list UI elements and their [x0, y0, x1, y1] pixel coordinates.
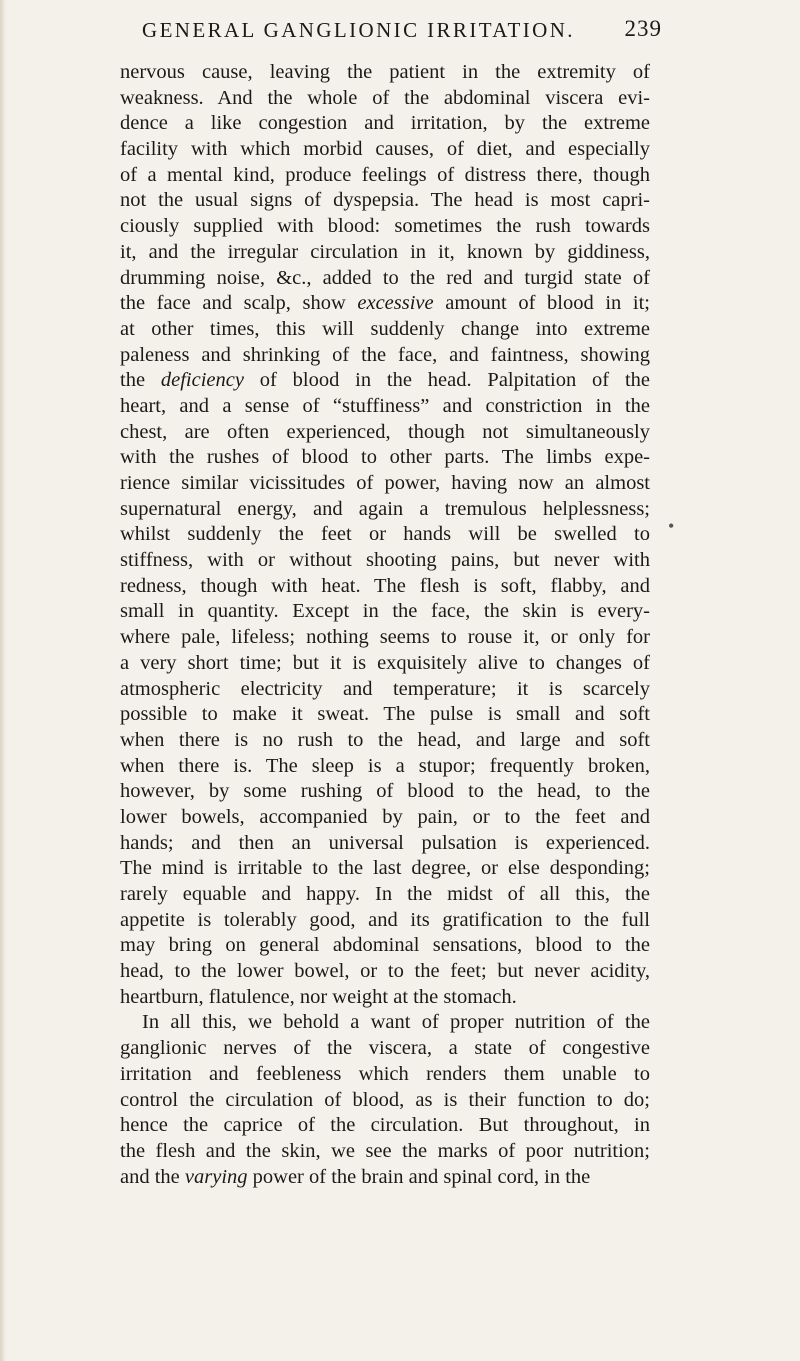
- page-gutter-shadow: [0, 0, 6, 1361]
- text-line: nervous cause, leaving the patient in the extremity of: [120, 61, 650, 83]
- text-line: irritation and feebleness which renders them unable to: [120, 1062, 650, 1085]
- text-line: stiffness, with or without shooting pains, but never with: [120, 549, 650, 572]
- text-line: however, by some rushing of blood to the head, to the: [120, 780, 650, 803]
- text-line: ganglionic nerves of the viscera, a state of congestive: [120, 1037, 650, 1060]
- text-line: chest, are often experienced, though not simultaneously: [120, 420, 650, 443]
- text-line: small in quantity. Except in the face, the skin is every-: [120, 600, 650, 623]
- text-line: lower bowels, accompanied by pain, or to the feet and: [120, 805, 650, 828]
- text-line: atmospheric electricity and temperature; it is scarcely: [120, 677, 650, 700]
- text-line: whilst suddenly the feet or hands will be swelled to: [120, 523, 650, 546]
- text-line: possible to make it sweat. The pulse is small and soft: [120, 703, 650, 726]
- text-line: supernatural energy, and again a tremulous helplessness;: [120, 497, 650, 520]
- text-line: rarely equable and happy. In the midst of all this, the: [120, 883, 650, 905]
- text-line: the face and scalp, show excessive amount of blood in it;: [120, 292, 650, 315]
- text-line: it, and the irregular circulation in it, known by giddiness,: [120, 240, 650, 263]
- text-line: where pale, lifeless; nothing seems to rouse it, or only for: [120, 626, 650, 649]
- text-line: heart, and a sense of “stuffiness” and constriction in the: [120, 394, 650, 417]
- text-line: head, to the lower bowel, or to the feet; but never acidity,: [120, 960, 650, 983]
- text-line: dence a like congestion and irritation, by the extreme: [120, 112, 650, 135]
- text-line: redness, though with heat. The flesh is soft, flabby, and: [120, 574, 650, 597]
- text-line: when there is. The sleep is a stupor; frequently broken,: [120, 754, 650, 777]
- body-text: [120, 60, 650, 1190]
- text-line: facility with which morbid causes, of diet, and especially: [120, 138, 650, 161]
- running-head: [142, 16, 662, 46]
- text-line: with the rushes of blood to other parts. The limbs expe-: [120, 446, 650, 469]
- margin-mark: •: [668, 516, 675, 536]
- text-line: control the circulation of blood, as is their function to do;: [120, 1088, 650, 1111]
- text-line: paleness and shrinking of the face, and faintness, showing: [120, 343, 650, 366]
- text-line: The mind is irritable to the last degree, or else desponding;: [120, 857, 650, 880]
- text-line: may bring on general abdominal sensations, blood to the: [120, 934, 650, 957]
- text-line: the deficiency of blood in the head. Palpitation of the: [120, 369, 650, 392]
- text-line: not the usual signs of dyspepsia. The head is most capri-: [120, 189, 650, 212]
- text-line: In all this, we behold a want of proper nutrition of the: [142, 1011, 650, 1034]
- running-title: GENERAL GANGLIONIC IRRITATION.: [142, 18, 575, 42]
- text-line: and the varying power of the brain and spinal cord, in the: [120, 1165, 591, 1188]
- text-line: when there is no rush to the head, and large and soft: [120, 728, 650, 751]
- text-line: weakness. And the whole of the abdominal viscera evi-: [120, 86, 650, 109]
- text-line: of a mental kind, produce feelings of distress there, though: [120, 163, 650, 186]
- text-line: at other times, this will suddenly change into extreme: [120, 317, 650, 340]
- text-line: a very short time; but it is exquisitely alive to changes of: [120, 651, 650, 674]
- text-line: hands; and then an universal pulsation is experienced.: [120, 831, 650, 854]
- text-line: appetite is tolerably good, and its gratification to the full: [120, 908, 650, 931]
- text-line: hence the caprice of the circulation. But throughout, in: [120, 1114, 650, 1137]
- text-line: drumming noise, &c., added to the red and turgid state of: [120, 266, 650, 289]
- text-line: the flesh and the skin, we see the marks of poor nutrition;: [120, 1139, 650, 1162]
- page-number: 239: [624, 16, 662, 41]
- text-line: ciously supplied with blood: sometimes the rush towards: [120, 215, 650, 238]
- text-line: heartburn, flatulence, nor weight at the stomach.: [120, 985, 517, 1008]
- text-line: rience similar vicissitudes of power, having now an almost: [120, 472, 650, 494]
